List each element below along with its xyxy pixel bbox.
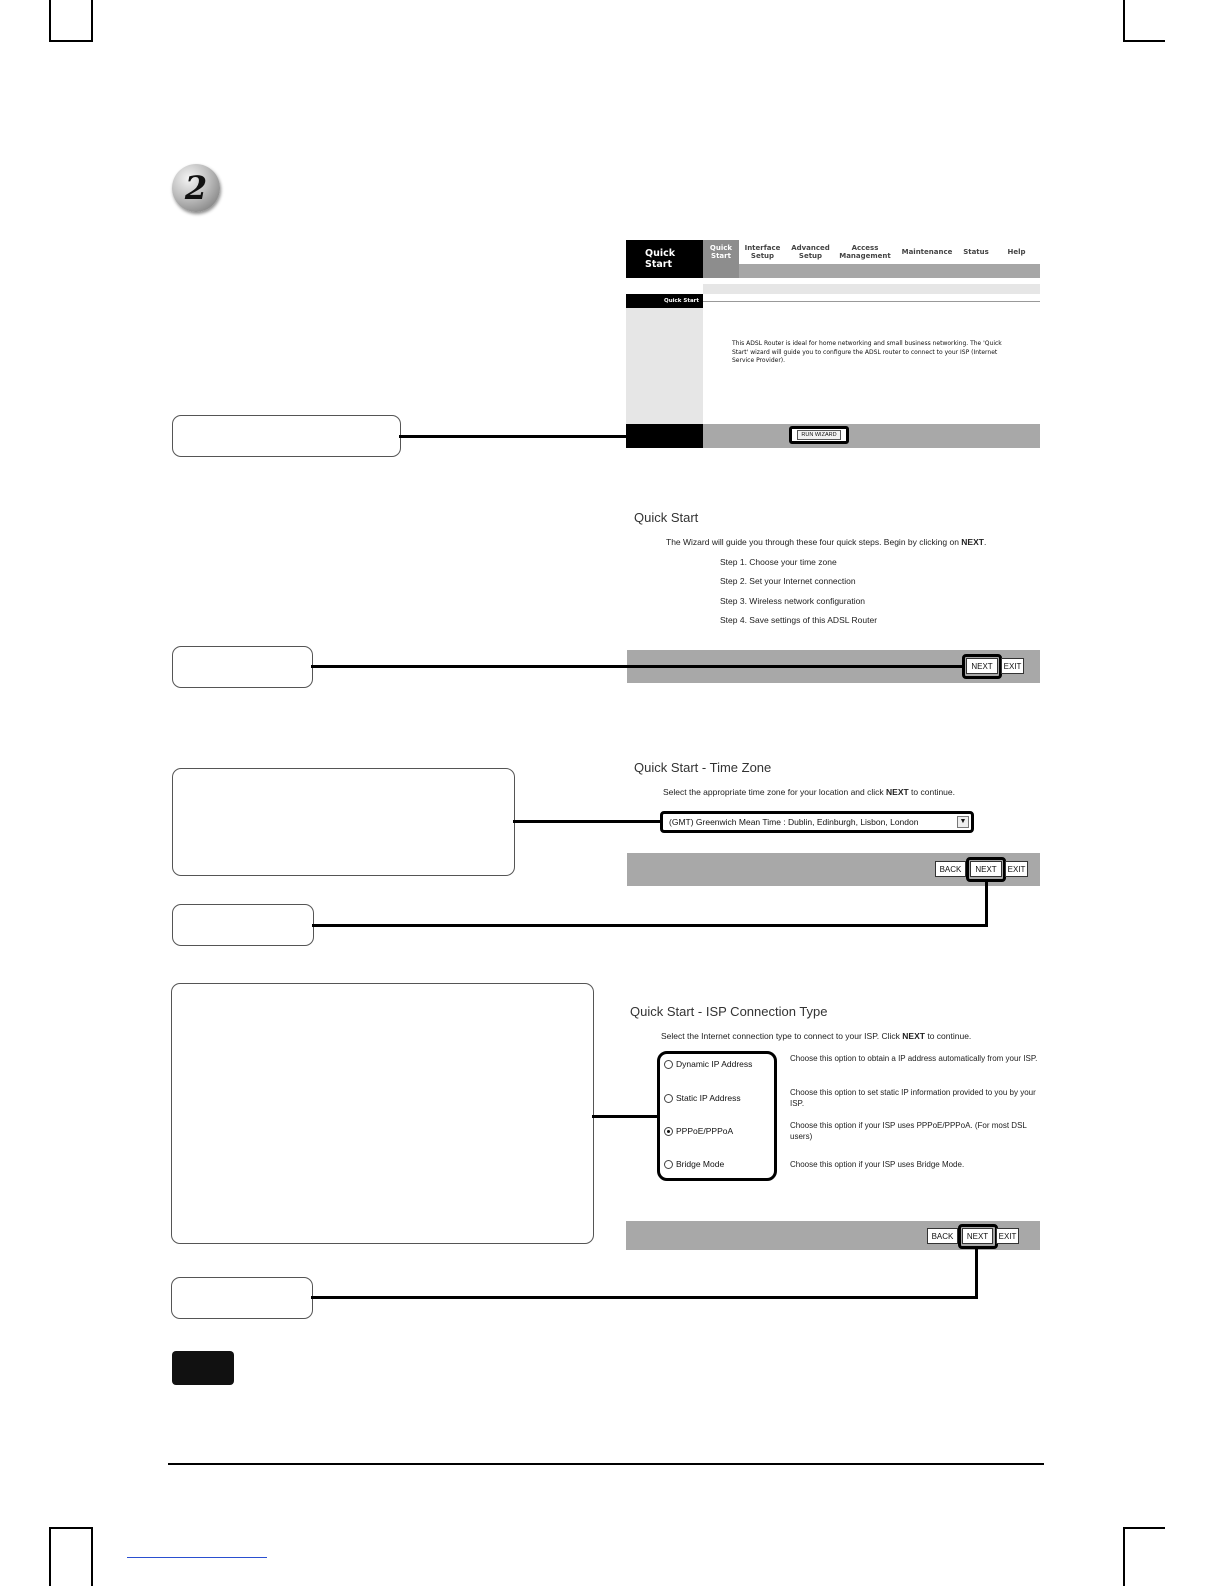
tab-help[interactable]: Help bbox=[1007, 247, 1026, 256]
radio-pppoe-pppoa-circle[interactable] bbox=[664, 1127, 673, 1136]
callout-box-next-3 bbox=[171, 1277, 313, 1319]
tab-access-management[interactable]: Access Management bbox=[839, 243, 891, 260]
router-subnav-strip bbox=[703, 264, 1040, 278]
time-zone-instruction: Select the appropriate time zone for your location and click NEXT to continue. bbox=[663, 787, 955, 797]
run-wizard-button[interactable] bbox=[789, 426, 849, 444]
crop-mark-bottom-right bbox=[1123, 1527, 1165, 1586]
router-description: This ADSL Router is ideal for home networking and small business networking. The 'Quick Start' wizard will guide you to configure the ADSL router to connect to your ISP (Internet Service Provider). bbox=[732, 340, 1002, 364]
quick-start-step-4: Step 4. Save settings of this ADSL Router bbox=[720, 615, 878, 625]
quick-start-step-2: Step 2. Set your Internet connection bbox=[720, 576, 856, 586]
callout-box-isp-type bbox=[171, 983, 594, 1244]
desc-bridge-mode: Choose this option if your ISP uses Bridge Mode. bbox=[790, 1160, 965, 1169]
footer-link-underline[interactable] bbox=[127, 1557, 267, 1558]
radio-pppoe-pppoa[interactable]: PPPoE/PPPoA bbox=[664, 1126, 733, 1136]
isp-type-next-button[interactable]: NEXT bbox=[962, 1228, 993, 1244]
time-zone-exit-button[interactable]: EXIT bbox=[1005, 861, 1028, 877]
connector-line-next-2-vertical bbox=[985, 881, 988, 927]
router-header-strip bbox=[703, 284, 1040, 294]
time-zone-next-button[interactable]: NEXT bbox=[970, 861, 1002, 877]
isp-type-exit-button[interactable]: EXIT bbox=[996, 1228, 1019, 1244]
tab-advanced-setup[interactable]: Advanced Setup bbox=[791, 243, 830, 260]
quick-start-exit-button[interactable]: EXIT bbox=[1001, 658, 1024, 674]
quick-start-title: Quick Start bbox=[634, 510, 699, 525]
note-badge bbox=[172, 1351, 234, 1385]
time-zone-select[interactable] bbox=[660, 811, 974, 833]
time-zone-title: Quick Start - Time Zone bbox=[634, 760, 772, 775]
radio-static-ip[interactable]: Static IP Address bbox=[664, 1093, 741, 1103]
callout-box-next-2 bbox=[172, 904, 314, 946]
callout-box-next-1 bbox=[172, 646, 313, 688]
router-quick-start-screenshot bbox=[626, 240, 1040, 448]
time-zone-back-button[interactable]: BACK bbox=[935, 861, 966, 877]
tab-interface-setup[interactable]: Interface Setup bbox=[744, 243, 781, 260]
quick-start-next-button[interactable]: NEXT bbox=[966, 658, 998, 674]
callout-box-time-zone bbox=[172, 768, 515, 876]
radio-bridge-mode[interactable]: Bridge Mode bbox=[664, 1159, 724, 1169]
isp-type-next-highlight bbox=[958, 1224, 998, 1249]
tab-quick-start[interactable]: Quick Start bbox=[703, 240, 739, 264]
router-sidebar-label: Quick Start bbox=[626, 294, 703, 308]
time-zone-selected-value: (GMT) Greenwich Mean Time : Dublin, Edinburgh, Lisbon, London bbox=[669, 817, 919, 827]
router-logo bbox=[626, 240, 703, 278]
quick-start-next-highlight bbox=[962, 654, 1002, 679]
footer-rule bbox=[168, 1463, 1044, 1465]
isp-type-title: Quick Start - ISP Connection Type bbox=[630, 1004, 828, 1019]
time-zone-next-highlight bbox=[966, 857, 1006, 882]
step-number-badge: 2 bbox=[172, 164, 220, 212]
quick-start-step-3: Step 3. Wireless network configuration bbox=[720, 596, 866, 606]
tab-status[interactable]: Status bbox=[963, 247, 989, 256]
desc-static-ip: Choose this option to set static IP information provided to you by your ISP. bbox=[790, 1088, 1036, 1108]
router-logo-line1: Quick bbox=[645, 248, 676, 259]
quick-start-step-1: Step 1. Choose your time zone bbox=[720, 557, 837, 567]
connector-line-next-3-vertical bbox=[975, 1249, 978, 1299]
crop-mark-top-left bbox=[49, 0, 93, 42]
radio-bridge-mode-circle[interactable] bbox=[664, 1160, 673, 1169]
connector-line-next-2 bbox=[312, 924, 988, 927]
router-sidebar bbox=[626, 294, 703, 424]
router-logo-line2: Start bbox=[645, 259, 673, 270]
router-nav-bar bbox=[703, 240, 1040, 264]
quick-start-intro: The Wizard will guide you through these four quick steps. Begin by clicking on NEXT. bbox=[666, 537, 987, 547]
radio-dynamic-ip[interactable]: Dynamic IP Address bbox=[664, 1059, 752, 1069]
desc-dynamic-ip: Choose this option to obtain a IP address automatically from your ISP. bbox=[790, 1054, 1038, 1063]
radio-static-ip-circle[interactable] bbox=[664, 1094, 673, 1103]
tab-maintenance[interactable]: Maintenance bbox=[901, 247, 953, 256]
crop-mark-top-right bbox=[1123, 0, 1165, 42]
radio-dynamic-ip-circle[interactable] bbox=[664, 1060, 673, 1069]
isp-type-back-button[interactable]: BACK bbox=[927, 1228, 958, 1244]
connector-line-next-1 bbox=[311, 665, 963, 668]
callout-box-run-wizard bbox=[172, 415, 401, 457]
connector-line-time-zone bbox=[513, 820, 661, 823]
connector-line-isp-type bbox=[592, 1115, 658, 1118]
router-divider bbox=[703, 301, 1040, 302]
run-wizard-label: RUN WIZARD bbox=[797, 430, 840, 440]
connector-line-next-3 bbox=[311, 1296, 978, 1299]
crop-mark-bottom-left bbox=[49, 1527, 93, 1586]
chevron-down-icon: ▼ bbox=[957, 816, 969, 828]
desc-pppoe-pppoa: Choose this option if your ISP uses PPPoE/PPPoA. (For most DSL users) bbox=[790, 1121, 1027, 1141]
router-footer-left bbox=[626, 424, 703, 448]
isp-type-instruction: Select the Internet connection type to connect to your ISP. Click NEXT to continue. bbox=[661, 1031, 972, 1041]
